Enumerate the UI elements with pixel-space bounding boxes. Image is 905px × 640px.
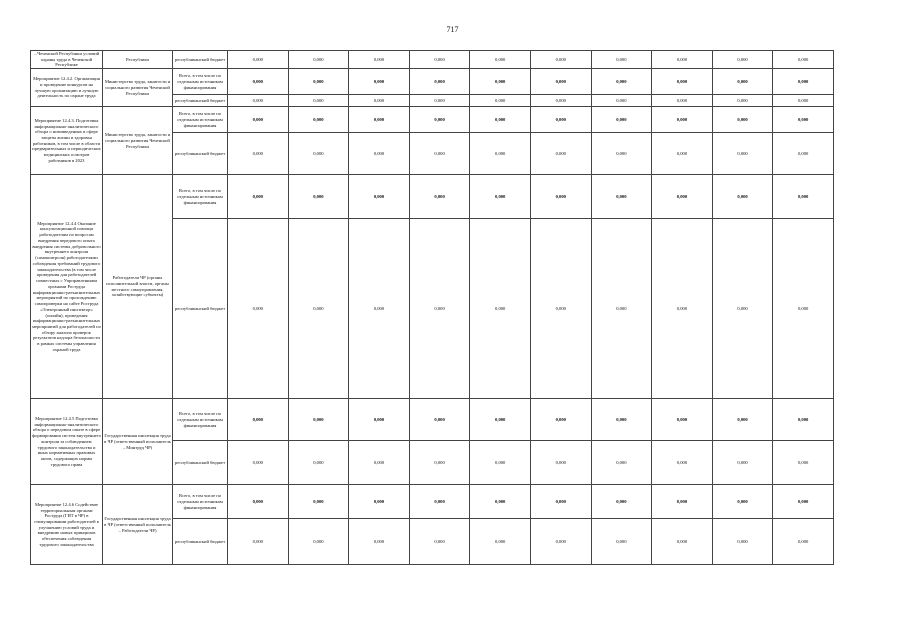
amount-cell: 0,000: [349, 51, 410, 69]
amount-cell: 0,000: [409, 51, 470, 69]
amount-cell: 0,000: [712, 69, 773, 95]
amount-cell: 0,000: [288, 51, 349, 69]
amount-cell: 0,000: [349, 441, 410, 485]
amount-cell: 0,000: [349, 399, 410, 441]
amount-cell: 0,000: [409, 219, 470, 399]
amount-cell: 0,000: [288, 485, 349, 519]
amount-cell: 0,000: [228, 95, 289, 107]
amount-cell: 0,000: [773, 519, 834, 565]
table-row: [31, 399, 834, 441]
amount-cell: 0,000: [652, 519, 713, 565]
amount-cell: 0,000: [712, 107, 773, 133]
executor-cell: Республики: [103, 51, 173, 69]
amount-cell: 0,000: [773, 441, 834, 485]
amount-cell: 0,000: [652, 441, 713, 485]
amount-cell: 0,000: [288, 441, 349, 485]
amount-cell: 0,000: [409, 175, 470, 219]
amount-cell: 0,000: [349, 107, 410, 133]
activity-name-cell: Мероприятие 12.4.2. Организация и проведение конкурсов на лучшую организацию и лучшую деятельность по охране труда: [31, 69, 103, 107]
amount-cell: 0,000: [591, 485, 652, 519]
amount-cell: 0,000: [228, 441, 289, 485]
amount-cell: 0,000: [470, 519, 531, 565]
table-row: [31, 69, 834, 95]
amount-cell: 0,000: [349, 95, 410, 107]
budget-table: [30, 50, 834, 565]
amount-cell: 0,000: [228, 51, 289, 69]
activity-name-cell: Мероприятие 12.4.3. Подготовка информационно-аналитического обзора о нововведениях в сфере защиты жизни и здоровья работников, в том числе в области предварительных и периодических медицинских осмотров работников в 2023: [31, 107, 103, 175]
source-republic-cell: республиканский бюджет: [173, 51, 228, 69]
amount-cell: 0,000: [409, 441, 470, 485]
amount-cell: 0,000: [288, 399, 349, 441]
amount-cell: 0,000: [409, 107, 470, 133]
amount-cell: 0,000: [470, 69, 531, 95]
amount-cell: 0,000: [530, 219, 591, 399]
amount-cell: 0,000: [591, 69, 652, 95]
source-republic-cell: республиканский бюджет: [173, 95, 228, 107]
amount-cell: 0,000: [530, 441, 591, 485]
amount-cell: 0,000: [409, 69, 470, 95]
amount-cell: 0,000: [773, 219, 834, 399]
amount-cell: 0,000: [349, 175, 410, 219]
amount-cell: 0,000: [773, 107, 834, 133]
table-row: [31, 51, 834, 69]
amount-cell: 0,000: [773, 133, 834, 175]
amount-cell: 0,000: [652, 219, 713, 399]
source-republic-cell: республиканский бюджет: [173, 519, 228, 565]
activity-name-cell: ...Чеченской Республики условий охраны труда в Чеченской Республике: [31, 51, 103, 69]
source-total-cell: Всего, в том числе по отдельным источникам финансирования: [173, 69, 228, 95]
amount-cell: 0,000: [470, 107, 531, 133]
amount-cell: 0,000: [712, 441, 773, 485]
amount-cell: 0,000: [773, 95, 834, 107]
amount-cell: 0,000: [773, 69, 834, 95]
amount-cell: 0,000: [470, 95, 531, 107]
source-republic-cell: республиканский бюджет: [173, 133, 228, 175]
amount-cell: 0,000: [470, 399, 531, 441]
amount-cell: 0,000: [591, 399, 652, 441]
amount-cell: 0,000: [712, 175, 773, 219]
amount-cell: 0,000: [652, 51, 713, 69]
amount-cell: 0,000: [288, 133, 349, 175]
amount-cell: 0,000: [530, 69, 591, 95]
amount-cell: 0,000: [228, 219, 289, 399]
amount-cell: 0,000: [349, 133, 410, 175]
amount-cell: 0,000: [470, 485, 531, 519]
amount-cell: 0,000: [470, 51, 531, 69]
source-total-cell: Всего, в том числе по отдельным источникам финансирования: [173, 107, 228, 133]
amount-cell: 0,000: [288, 175, 349, 219]
amount-cell: 0,000: [591, 133, 652, 175]
table-body: [31, 51, 834, 565]
amount-cell: 0,000: [591, 107, 652, 133]
source-republic-cell: республиканский бюджет: [173, 441, 228, 485]
amount-cell: 0,000: [530, 95, 591, 107]
amount-cell: 0,000: [712, 133, 773, 175]
source-total-cell: Всего, в том числе по отдельным источникам финансирования: [173, 175, 228, 219]
amount-cell: 0,000: [288, 95, 349, 107]
executor-cell: Государственная инспекция труда в ЧР (ответственный исполнитель – Работодатели ЧР): [103, 485, 173, 565]
amount-cell: 0,000: [652, 95, 713, 107]
amount-cell: 0,000: [712, 519, 773, 565]
amount-cell: 0,000: [530, 133, 591, 175]
amount-cell: 0,000: [591, 95, 652, 107]
executor-cell: Работодатели ЧР (органы исполнительной власти, органы местного самоуправления, хозяйствующие субъекты): [103, 175, 173, 399]
amount-cell: 0,000: [470, 219, 531, 399]
amount-cell: 0,000: [470, 441, 531, 485]
amount-cell: 0,000: [652, 175, 713, 219]
amount-cell: 0,000: [773, 399, 834, 441]
amount-cell: 0,000: [530, 175, 591, 219]
amount-cell: 0,000: [228, 485, 289, 519]
amount-cell: 0,000: [652, 485, 713, 519]
amount-cell: 0,000: [773, 175, 834, 219]
amount-cell: 0,000: [409, 485, 470, 519]
amount-cell: 0,000: [591, 441, 652, 485]
executor-cell: Государственная инспекция труда в ЧР (ответственный исполнитель – Минтруд ЧР): [103, 399, 173, 485]
amount-cell: 0,000: [712, 95, 773, 107]
activity-name-cell: Мероприятие 12.4.6 Содействие территориальным органам Роструда (ГИТ в ЧР) в стимулировании работодателей к улучшению условий труда и внедрению новых принципов обеспечения соблюдения трудового законодательства: [31, 485, 103, 565]
amount-cell: 0,000: [288, 107, 349, 133]
amount-cell: 0,000: [228, 133, 289, 175]
amount-cell: 0,000: [712, 51, 773, 69]
amount-cell: 0,000: [288, 69, 349, 95]
amount-cell: 0,000: [409, 133, 470, 175]
amount-cell: 0,000: [591, 51, 652, 69]
amount-cell: 0,000: [228, 107, 289, 133]
amount-cell: 0,000: [228, 519, 289, 565]
source-republic-cell: республиканский бюджет: [173, 219, 228, 399]
amount-cell: 0,000: [470, 175, 531, 219]
amount-cell: 0,000: [228, 175, 289, 219]
amount-cell: 0,000: [349, 519, 410, 565]
amount-cell: 0,000: [530, 107, 591, 133]
page-number: 717: [446, 25, 459, 34]
amount-cell: 0,000: [228, 69, 289, 95]
amount-cell: 0,000: [530, 399, 591, 441]
amount-cell: 0,000: [652, 399, 713, 441]
amount-cell: 0,000: [409, 399, 470, 441]
executor-cell: Министерство труда, занятости и социального развития Чеченской Республики: [103, 69, 173, 107]
table-row: [31, 107, 834, 133]
amount-cell: 0,000: [773, 485, 834, 519]
amount-cell: 0,000: [712, 399, 773, 441]
amount-cell: 0,000: [773, 51, 834, 69]
amount-cell: 0,000: [652, 69, 713, 95]
table-row: [31, 485, 834, 519]
table-row: [31, 175, 834, 219]
amount-cell: 0,000: [288, 219, 349, 399]
activity-name-cell: Мероприятие 12.4.5 Подготовка информационно-аналитического обзора о передовом опыте в сфере формирования систем внутреннего контроля за соблюдением трудового законодательства и иных нормативных правовых актов, содержащих нормы трудового права: [31, 399, 103, 485]
amount-cell: 0,000: [652, 133, 713, 175]
amount-cell: 0,000: [591, 219, 652, 399]
source-total-cell: Всего, в том числе по отдельным источникам финансирования: [173, 399, 228, 441]
amount-cell: 0,000: [652, 107, 713, 133]
amount-cell: 0,000: [228, 399, 289, 441]
amount-cell: 0,000: [349, 69, 410, 95]
amount-cell: 0,000: [712, 219, 773, 399]
amount-cell: 0,000: [712, 485, 773, 519]
amount-cell: 0,000: [288, 519, 349, 565]
amount-cell: 0,000: [409, 95, 470, 107]
executor-cell: Министерство труда, занятости и социального развития Чеченской Республики: [103, 107, 173, 175]
amount-cell: 0,000: [349, 485, 410, 519]
amount-cell: 0,000: [409, 519, 470, 565]
amount-cell: 0,000: [349, 219, 410, 399]
amount-cell: 0,000: [591, 519, 652, 565]
amount-cell: 0,000: [530, 51, 591, 69]
source-total-cell: Всего, в том числе по отдельным источникам финансирования: [173, 485, 228, 519]
activity-name-cell: Мероприятие 12.4.4 Оказание консультационной помощи работодателям по вопросам внедрения передового опыта внедрения системы добровольного внутреннего контроля (самоконтроля) работодателями соблюдения требований трудового законодательства (в том числе проведения для работодателей совместных с Упрправлениями органами Роструда информационно-разъяснительных мероприятий по прохождению самопроверки на сайте Роструда «Электронный инспектор» (онлайн), проведения информационно-разъяснительных мероприятий для работодателей по обзору анализа проверок результатов надзора безопасности в рамках системы управления охраной труда: [31, 175, 103, 399]
amount-cell: 0,000: [591, 175, 652, 219]
amount-cell: 0,000: [530, 519, 591, 565]
amount-cell: 0,000: [530, 485, 591, 519]
amount-cell: 0,000: [470, 133, 531, 175]
